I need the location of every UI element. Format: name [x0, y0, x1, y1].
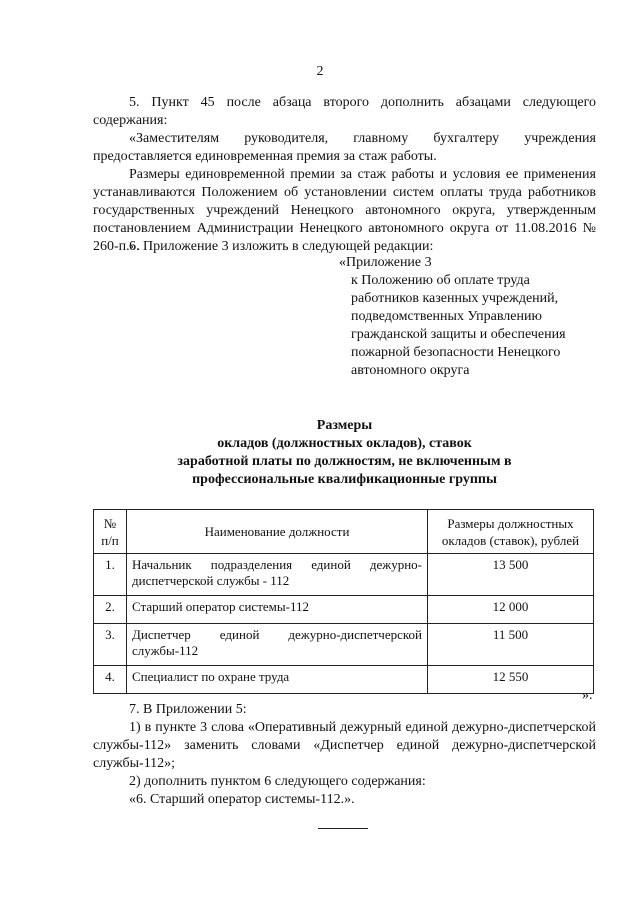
annex-line: гражданской защиты и обеспечения — [351, 327, 566, 342]
table-closing-quote: ». — [582, 688, 593, 703]
item-5-quote-1: «Заместителям руководителя, главному бухгалтеру учреждения предоставляется единовременная премия за стаж работы. — [93, 131, 596, 164]
table-row — [94, 554, 594, 596]
row-number: 3. — [94, 624, 127, 666]
header-number: № п/п — [94, 510, 127, 554]
row-position: Специалист по охране труда — [127, 666, 428, 694]
row-salary: 12 550 — [428, 666, 594, 694]
salary-table — [93, 509, 594, 694]
heading-line: профессиональные квалификационные группы — [192, 472, 497, 487]
item-7: 7. В Приложении 5: — [129, 702, 247, 717]
table-row — [94, 666, 594, 694]
heading-line: заработной платы по должностям, не включенным в — [177, 454, 512, 469]
row-number: 1. — [94, 554, 127, 596]
header-position: Наименование должности — [127, 510, 428, 554]
annex-line: автономного округа — [351, 363, 470, 378]
annex-line: работников казенных учреждений, — [351, 291, 559, 306]
page-number: 2 — [316, 64, 324, 79]
annex-header — [339, 254, 589, 380]
table-row — [94, 596, 594, 624]
row-number: 2. — [94, 596, 127, 624]
item-7-sub-1: 1) в пункте 3 слова «Оперативный дежурный единой дежурно-диспетчерской службы-112» заменить словами «Диспетчер единой дежурно-диспетчерской службы-112»; — [93, 720, 596, 771]
annex-line: к Положению об оплате труда — [351, 273, 530, 288]
table-header-row — [94, 510, 594, 554]
item-6: 6. Приложение 3 изложить в следующей редакции: — [129, 239, 434, 254]
annex-line: пожарной безопасности Ненецкого — [351, 345, 561, 360]
item-7-sub-3: «6. Старший оператор системы-112.». — [129, 792, 355, 807]
table-row — [94, 624, 594, 666]
section-heading — [93, 417, 596, 489]
annex-line: подведомственных Управлению — [351, 309, 542, 324]
header-salary: Размеры должностных окладов (ставок), рублей — [428, 510, 594, 554]
row-position: Диспетчер единой дежурно-диспетчерской службы-112 — [127, 624, 428, 666]
separator-line — [318, 828, 368, 829]
item-5-quote-2: Размеры единовременной премии за стаж работы и условия ее применения устанавливаются Положением об установлении систем оплаты труда работников государственных учреждений Ненецкого автономного округа, утвержденным постановлением Администрации Ненецкого автономного округа от 11.08.2016 № 260-п.». — [93, 167, 596, 254]
item-7-sub-2: 2) дополнить пунктом 6 следующего содержания: — [129, 774, 426, 789]
row-position: Старший оператор системы-112 — [127, 596, 428, 624]
row-position: Начальник подразделения единой дежурно-диспетчерской службы - 112 — [127, 554, 428, 596]
row-salary: 11 500 — [428, 624, 594, 666]
row-salary: 13 500 — [428, 554, 594, 596]
heading-line: окладов (должностных окладов), ставок — [217, 436, 472, 451]
row-salary: 12 000 — [428, 596, 594, 624]
item-5-intro: 5. Пункт 45 после абзаца второго дополнить абзацами следующего содержания: — [93, 95, 596, 128]
row-number: 4. — [94, 666, 127, 694]
annex-title: «Приложение 3 — [339, 255, 432, 270]
heading-line: Размеры — [316, 418, 373, 433]
